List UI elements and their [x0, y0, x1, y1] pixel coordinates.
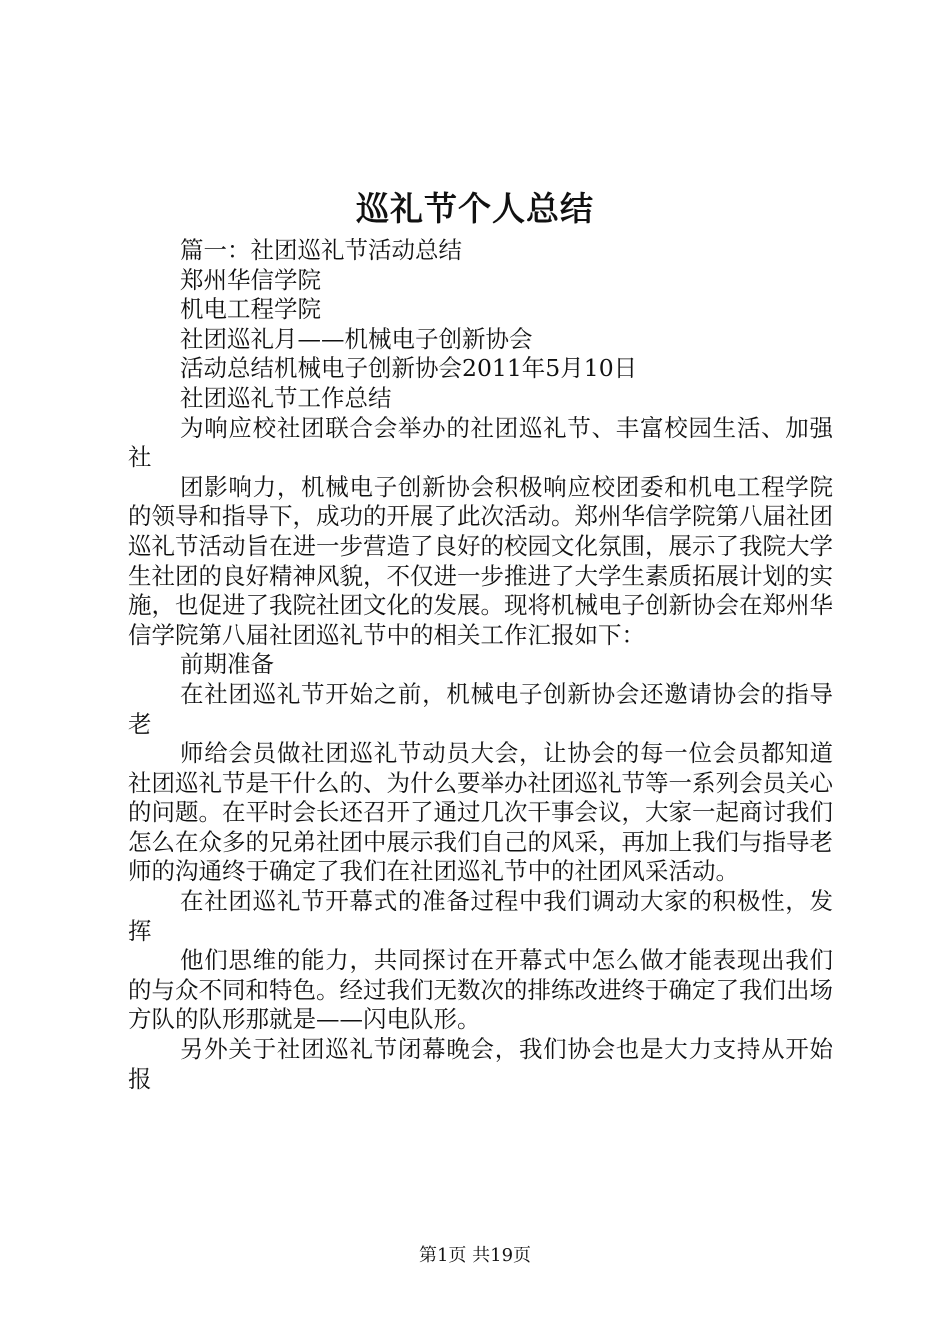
college-name: 机电工程学院	[180, 295, 321, 324]
subheading-preparation: 前期准备	[180, 650, 274, 679]
body-paragraph: 师给会员做社团巡礼节动员大会，让协会的每一位会员都知道社团巡礼节是干什么的、为什么要举办社团巡礼节等一系列会员关心的问题。在平时会长还召开了通过几次干事会议，大家一起商讨我们怎么在众多的兄弟社团中展示我们自己的风采，再加上我们与指导老师的沟通终于确定了我们在社团巡礼节中的社团风采活动。	[128, 739, 833, 886]
document-body	[128, 236, 833, 1094]
body-paragraph: 为响应校社团联合会举办的社团巡礼节、丰富校园生活、加强社	[128, 413, 833, 472]
work-summary-heading: 社团巡礼节工作总结	[180, 383, 392, 412]
event-name: 社团巡礼月——机械电子创新协会	[180, 324, 533, 353]
school-name: 郑州华信学院	[180, 265, 321, 294]
body-paragraph: 在社团巡礼节开幕式的准备过程中我们调动大家的积极性，发挥	[128, 887, 833, 945]
document-title: 巡礼节个人总结	[356, 189, 594, 228]
body-paragraph: 另外关于社团巡礼节闭幕晚会，我们协会也是大力支持从开始报	[128, 1035, 833, 1093]
body-paragraph: 团影响力，机械电子创新协会积极响应校团委和机电工程学院的领导和指导下，成功的开展了此次活动。郑州华信学院第八届社团巡礼节活动旨在进一步营造了良好的校园文化氛围，展示了我院大学生社团的良好精神风貌，不仅进一步推进了大学生素质拓展计划的实施，也促进了我院社团文化的发展。现将机械电子创新协会在郑州华信学院第八届社团巡礼节中的相关工作汇报如下：	[128, 472, 833, 649]
page-footer: 第1页 共19页	[418, 1245, 532, 1266]
body-paragraph: 他们思维的能力，共同探讨在开幕式中怎么做才能表现出我们的与众不同和特色。经过我们无数次的排练改进终于确定了我们出场方队的队形那就是——闪电队形。	[128, 946, 833, 1034]
summary-date-line: 活动总结机械电子创新协会2011年5月10日	[180, 354, 638, 383]
body-paragraph: 在社团巡礼节开始之前，机械电子创新协会还邀请协会的指导老	[128, 679, 833, 738]
section-heading: 篇一：社团巡礼节活动总结	[180, 236, 462, 264]
